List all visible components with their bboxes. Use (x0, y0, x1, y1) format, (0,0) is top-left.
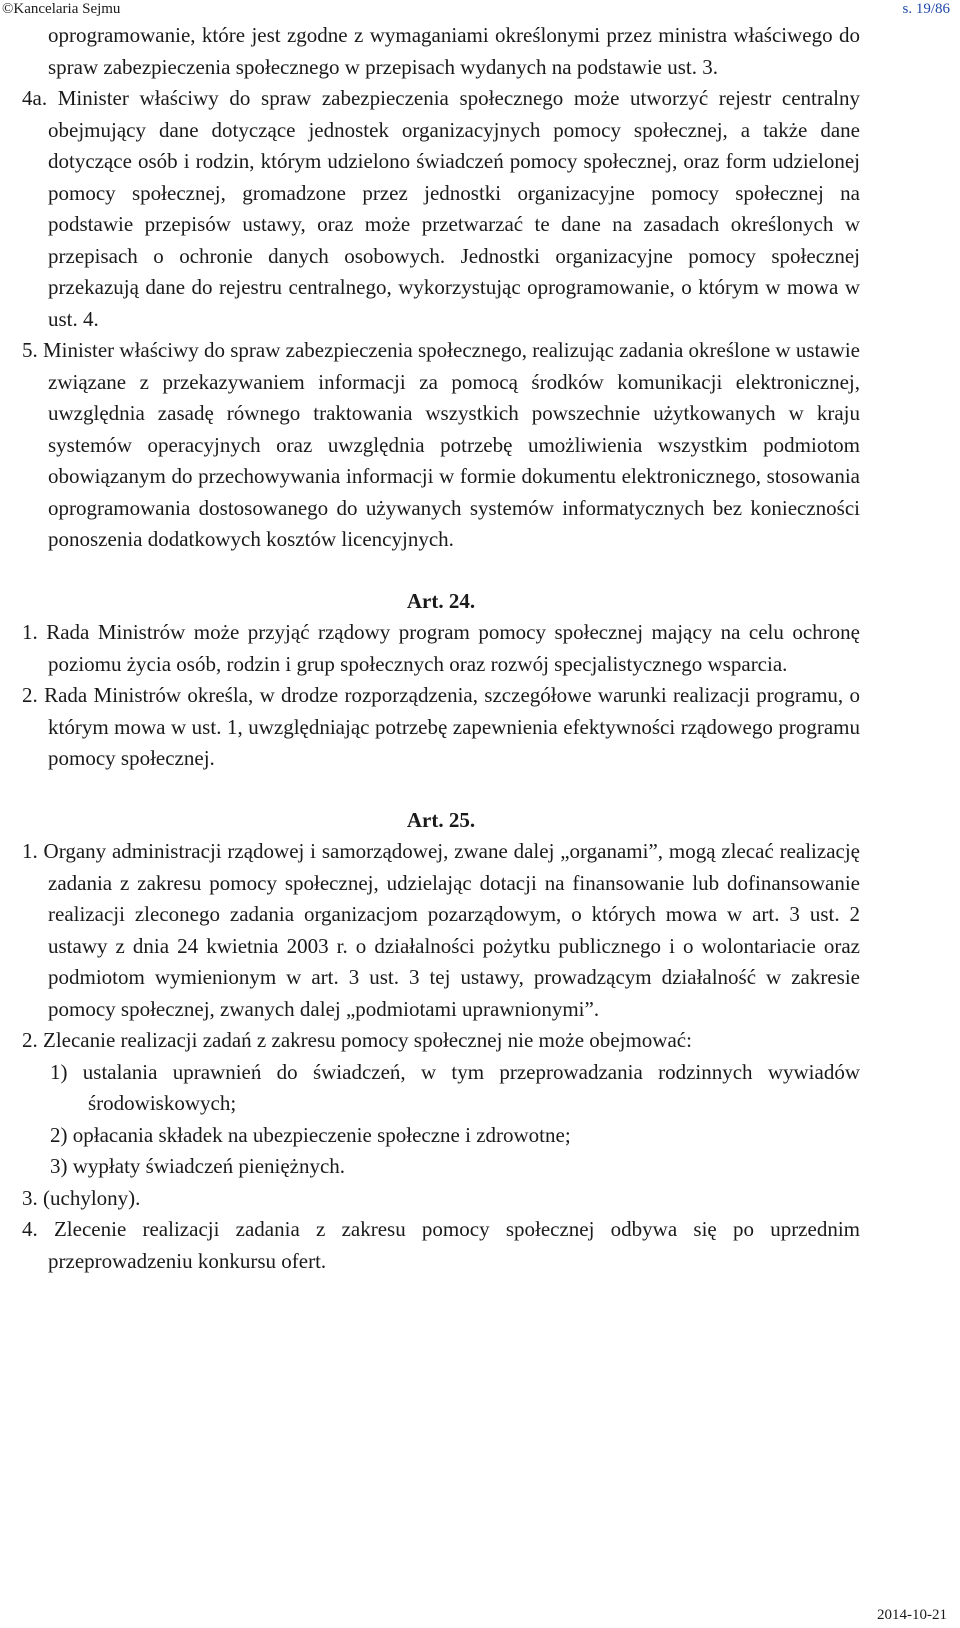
page-number: s. 19/86 (902, 1, 950, 17)
article-25-title: Art. 25. (406, 807, 476, 832)
art25-point-3: 3) wypłaty świadczeń pieniężnych. (50, 1154, 346, 1178)
art25-point-1: 1) ustalania uprawnień do świadczeń, w tym przeprowadzania rodzinnych wywiadów środowiskowych; (50, 1059, 860, 1115)
footer-date: 2014-10-21 (877, 1607, 947, 1623)
art25-paragraph-2: 2. Zlecanie realizacji zadań z zakresu pomocy społecznej nie może obejmować: (22, 1028, 692, 1052)
paragraph-continuation: oprogramowanie, które jest zgodne z wymaganiami określonymi przez ministra właściwego do spraw zabezpieczenia społecznego w przepisach wydanych na podstawie ust. 3. (48, 23, 860, 79)
publisher-header: ©Kancelaria Sejmu (2, 1, 121, 17)
spacer (22, 775, 860, 805)
spacer (22, 556, 860, 586)
art25-paragraph-3: 3. (uchylony). (22, 1185, 141, 1210)
document-body (22, 20, 860, 1277)
art25-paragraph-1: 1. Organy administracji rządowej i samorządowej, zwane dalej „organami”, mogą zlecać realizację zadania z zakresu pomocy społecznej, udzielając dotacji na finansowanie lub dofinansowanie realizacji zleconego zadania organizacjom pozarządowym, o których mowa w art. 3 ust. 2 ustawy z dnia 24 kwietnia 2003 r. o działalności pożytku publicznego i o wolontariacie oraz podmiotom wymienionym w art. 3 ust. 3 tej ustawy, prowadzącym działalność w zakresie pomocy społecznej, zwanych dalej „podmiotami uprawnionymi”. (22, 839, 860, 1021)
art25-paragraph-4: 4. Zlecenie realizacji zadania z zakresu pomocy społecznej odbywa się po uprzednim przeprowadzeniu konkursu ofert. (22, 1217, 860, 1273)
art25-point-2: 2) opłacania składek na ubezpieczenie społeczne i zdrowotne; (50, 1122, 571, 1147)
paragraph-4a: 4a. Minister właściwy do spraw zabezpieczenia społecznego może utworzyć rejestr centralny obejmujący dane dotyczące jednostek organizacyjnych pomocy społecznej, a także dane dotyczące osób i rodzin, którym udzielono świadczeń pomocy społecznej, oraz form udzielonej pomocy społecznej, gromadzone przez jednostki organizacyjne pomocy społecznej na podstawie przepisów ustawy, oraz może przetwarzać te dane na zasadach określonych w przepisach o ochronie danych osobowych. Jednostki organizacyjne pomocy społecznej przekazują dane do rejestru centralnego, wykorzystując oprogramowanie, o którym w mowa w ust. 4. (22, 86, 860, 331)
paragraph-5: 5. Minister właściwy do spraw zabezpieczenia społecznego, realizując zadania określone w ustawie związane z przekazywaniem informacji za pomocą środków komunikacji elektronicznej, uwzględnia zasadę równego traktowania wszystkich powszechnie użytkowanych w kraju systemów operacyjnych oraz uwzględnia potrzebę umożliwienia wszystkim podmiotom obowiązanym do przechowywania informacji w formie dokumentu elektronicznego, stosowania oprogramowania dostosowanego do używanych systemów informatycznych bez konieczności ponoszenia dodatkowych kosztów licencyjnych. (22, 338, 860, 551)
art24-paragraph-2: 2. Rada Ministrów określa, w drodze rozporządzenia, szczegółowe warunki realizacji programu, o którym mowa w ust. 1, uwzględniając potrzebę zapewnienia efektywności rządowego programu pomocy społecznej. (22, 683, 860, 770)
art24-paragraph-1: 1. Rada Ministrów może przyjąć rządowy program pomocy społecznej mający na celu ochronę poziomu życia osób, rodzin i grup społecznych oraz rozwój specjalistycznego wsparcia. (22, 620, 860, 676)
article-24-title: Art. 24. (406, 588, 476, 613)
